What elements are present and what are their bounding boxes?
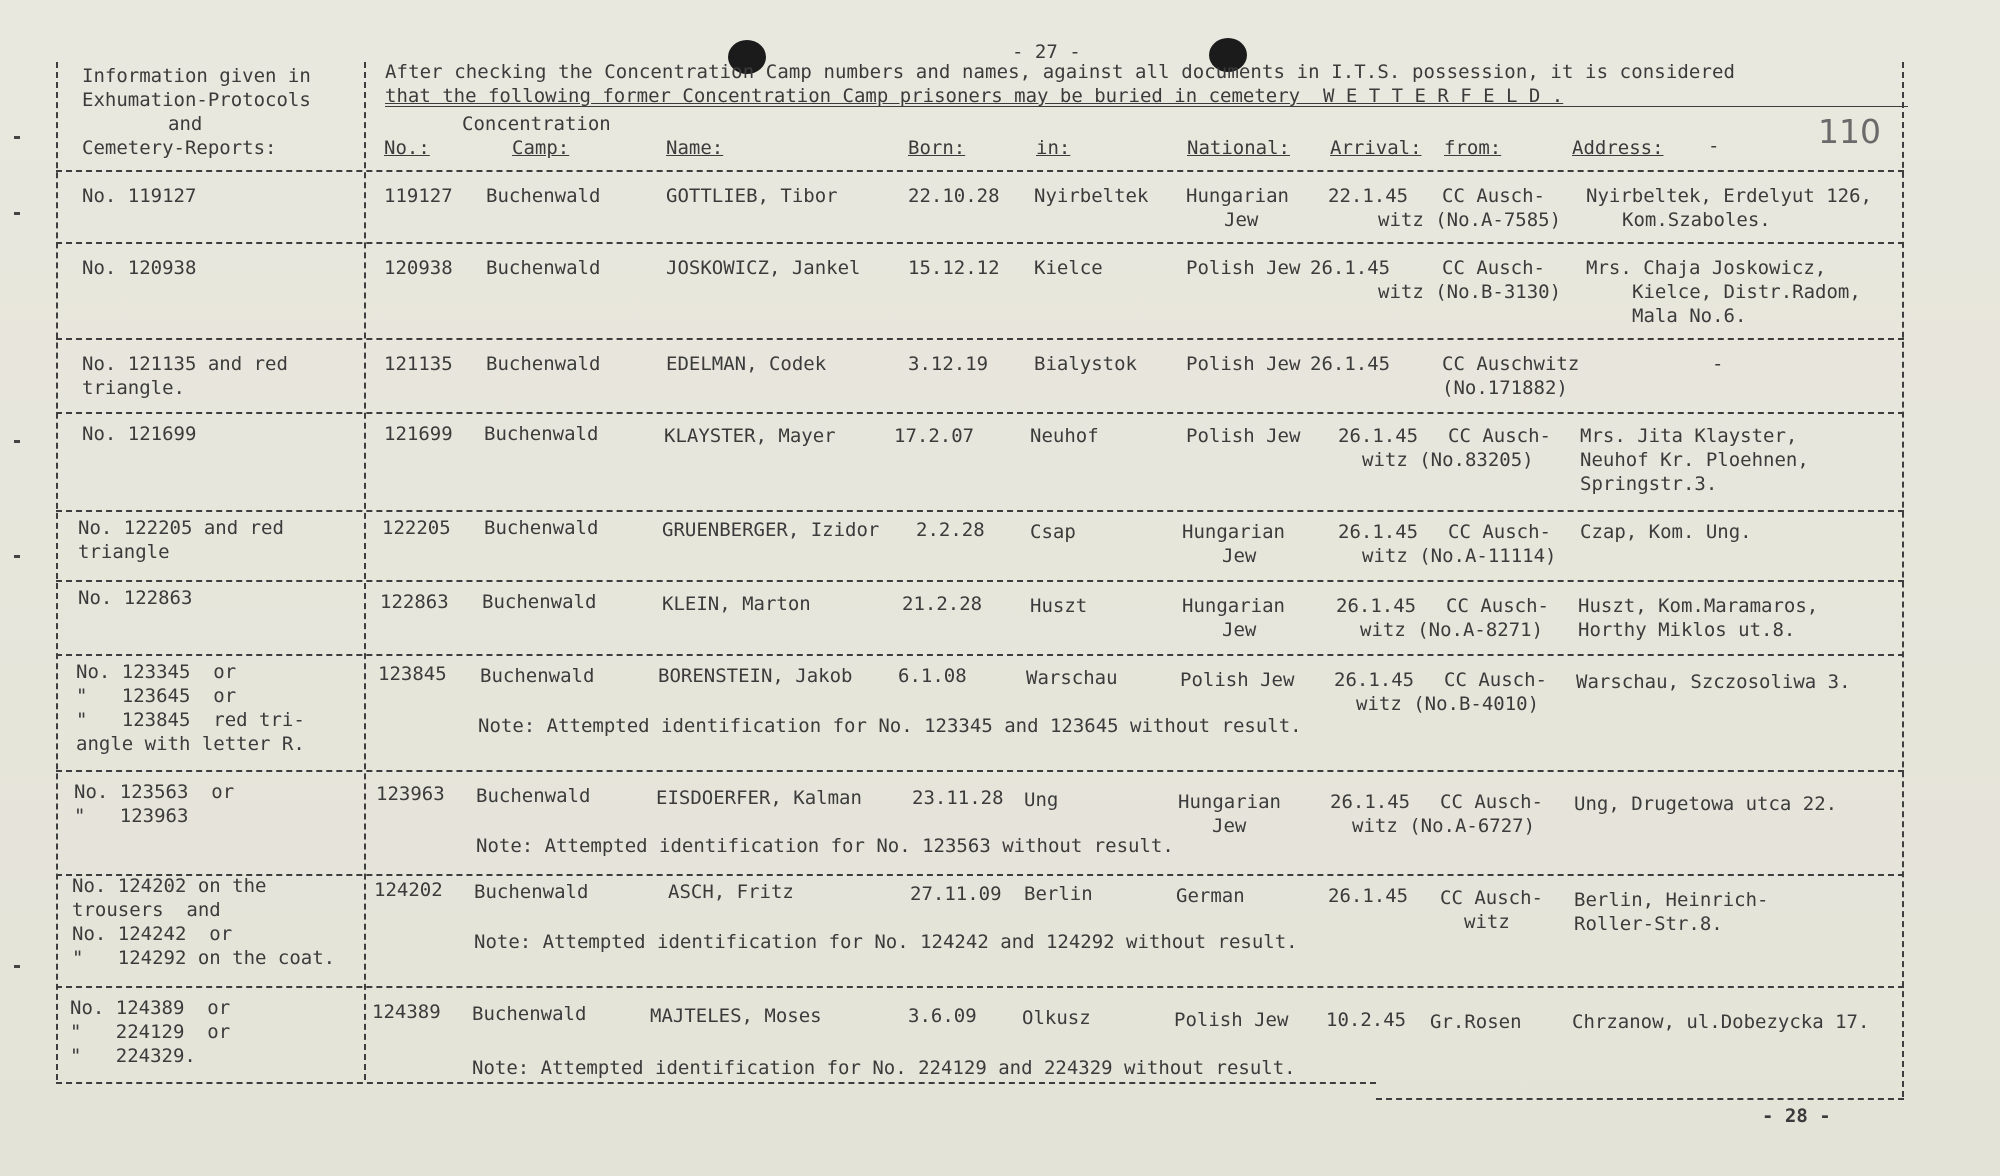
row-info: No. 122863 — [78, 587, 193, 609]
row-national: Polish Jew — [1186, 353, 1301, 375]
row-from: CC Ausch- — [1444, 669, 1547, 691]
row-info: No. 124242 or — [72, 923, 233, 945]
col-header-address: Address: — [1572, 137, 1664, 159]
col-header-no: No.: — [384, 137, 430, 159]
column-divider — [364, 62, 366, 1080]
row-info: " 123645 or — [76, 685, 237, 707]
margin-mark — [14, 965, 20, 968]
row-national: Jew — [1224, 209, 1259, 231]
row-from: witz (No.A-6727) — [1352, 815, 1536, 837]
row-note: Note: Attempted identification for No. 123563 without result. — [476, 835, 1174, 857]
row-born: 27.11.09 — [910, 883, 1002, 905]
row-from: CC Auschwitz — [1442, 353, 1580, 375]
row-name: ASCH, Fritz — [668, 881, 794, 903]
row-born: 6.1.08 — [898, 665, 967, 687]
row-name: EDELMAN, Codek — [666, 353, 827, 375]
row-national: Polish Jew — [1174, 1009, 1289, 1031]
row-arrival: 26.1.45 — [1338, 425, 1419, 447]
row-info: triangle. — [82, 377, 185, 399]
row-info: No. 123563 or — [74, 781, 235, 803]
row-info: No. 121135 and red — [82, 353, 288, 375]
row-camp: Buchenwald — [486, 257, 601, 279]
row-name: GRUENBERGER, Izidor — [662, 519, 880, 541]
row-from: witz (No.83205) — [1362, 449, 1534, 471]
row-info: " 224129 or — [70, 1021, 231, 1043]
row-no: 123963 — [376, 783, 445, 805]
row-arrival: 26.1.45 — [1336, 595, 1417, 617]
row-in: Bialystok — [1034, 353, 1137, 375]
row-from: witz (No.B-3130) — [1378, 281, 1562, 303]
row-divider — [56, 770, 1904, 772]
row-address: Huszt, Kom.Maramaros, — [1578, 595, 1819, 617]
row-address: Berlin, Heinrich- — [1574, 889, 1769, 911]
row-name: GOTTLIEB, Tibor — [666, 185, 838, 207]
row-national: Hungarian — [1182, 595, 1285, 617]
row-arrival: 26.1.45 — [1338, 521, 1419, 543]
row-address: Neuhof Kr. Ploehnen, — [1580, 449, 1809, 471]
row-no: 119127 — [384, 185, 453, 207]
row-arrival: 10.2.45 — [1326, 1009, 1407, 1031]
row-address: Warschau, Szczosoliwa 3. — [1576, 671, 1851, 693]
row-divider — [56, 338, 1904, 340]
row-address: Mala No.6. — [1632, 305, 1747, 327]
header-info-line: Cemetery-Reports: — [82, 137, 277, 159]
row-camp: Buchenwald — [486, 353, 601, 375]
col-header-in: in: — [1036, 137, 1071, 159]
row-in: Ung — [1024, 789, 1059, 811]
row-info: No. 124389 or — [70, 997, 231, 1019]
col-header-name: Name: — [666, 137, 724, 159]
row-from: CC Ausch- — [1440, 791, 1543, 813]
row-from: CC Ausch- — [1442, 185, 1545, 207]
row-info: " 123963 — [74, 805, 189, 827]
header-statement-line-1: After checking the Concentration Camp numbers and names, against all documents in I.T.S. possession, it is considered — [385, 61, 1736, 83]
row-info: No. 121699 — [82, 423, 197, 445]
row-name: EISDOERFER, Kalman — [656, 787, 862, 809]
margin-mark — [14, 555, 20, 558]
row-national: German — [1176, 885, 1245, 907]
row-in: Neuhof — [1030, 425, 1099, 447]
row-info: " 123845 red tri- — [76, 709, 305, 731]
row-info: triangle — [78, 541, 170, 563]
row-in: Csap — [1030, 521, 1076, 543]
row-arrival: 26.1.45 — [1330, 791, 1411, 813]
margin-mark — [14, 136, 20, 139]
row-address: Kom.Szaboles. — [1622, 209, 1771, 231]
page-stamp-number: 110 — [1818, 112, 1881, 151]
row-info: No. 122205 and red — [78, 517, 284, 539]
row-note: Note: Attempted identification for No. 124242 and 124292 without result. — [474, 931, 1298, 953]
row-name: BORENSTEIN, Jakob — [658, 665, 853, 687]
page-number-bottom: - 28 - — [1762, 1105, 1831, 1127]
row-camp: Buchenwald — [476, 785, 591, 807]
row-divider — [56, 242, 1904, 244]
col-header-national: National: — [1187, 137, 1290, 159]
row-divider — [56, 654, 1904, 656]
row-divider — [56, 170, 1904, 172]
row-name: MAJTELES, Moses — [650, 1005, 822, 1027]
header-info-line: and — [168, 113, 203, 135]
col-header-born: Born: — [908, 137, 966, 159]
row-from: CC Ausch- — [1440, 887, 1543, 909]
row-in: Huszt — [1030, 595, 1088, 617]
row-in: Kielce — [1034, 257, 1103, 279]
row-info: " 224329. — [70, 1045, 196, 1067]
margin-mark — [14, 440, 20, 443]
row-from: witz (No.A-7585) — [1378, 209, 1562, 231]
row-born: 3.6.09 — [908, 1005, 977, 1027]
row-arrival: 26.1.45 — [1310, 257, 1391, 279]
row-address: Nyirbeltek, Erdelyut 126, — [1586, 185, 1872, 207]
row-no: 123845 — [378, 663, 447, 685]
row-from: witz (No.A-11114) — [1362, 545, 1557, 567]
row-info: No. 123345 or — [76, 661, 237, 683]
row-no: 122863 — [380, 591, 449, 613]
row-note: Note: Attempted identification for No. 224129 and 224329 without result. — [472, 1057, 1296, 1079]
row-camp: Buchenwald — [486, 185, 601, 207]
row-arrival: 26.1.45 — [1334, 669, 1415, 691]
row-born: 21.2.28 — [902, 593, 983, 615]
header-info-line: Exhumation-Protocols — [82, 89, 311, 111]
row-born: 17.2.07 — [894, 425, 975, 447]
col-header-camp-top: Concentration — [462, 113, 611, 135]
row-info: No. 124202 on the — [72, 875, 267, 897]
bottom-rule — [56, 1082, 1376, 1084]
row-address: - — [1712, 353, 1724, 375]
row-no: 124389 — [372, 1001, 441, 1023]
row-info: trousers and — [72, 899, 221, 921]
row-divider — [56, 510, 1904, 512]
header-statement-line-2: that the following former Concentration Camp prisoners may be buried in cemetery W E T T E R F E L D . — [385, 85, 1564, 107]
row-address: Roller-Str.8. — [1574, 913, 1723, 935]
row-divider — [56, 986, 1904, 988]
row-born: 2.2.28 — [916, 519, 985, 541]
row-info: No. 119127 — [82, 185, 197, 207]
row-address: Ung, Drugetowa utca 22. — [1574, 793, 1838, 815]
row-no: 122205 — [382, 517, 451, 539]
row-from: witz (No.A-8271) — [1360, 619, 1544, 641]
row-national: Polish Jew — [1186, 425, 1301, 447]
row-arrival: 26.1.45 — [1328, 885, 1409, 907]
page-number-top: - 27 - — [1012, 41, 1081, 63]
row-in: Olkusz — [1022, 1007, 1091, 1029]
row-camp: Buchenwald — [484, 423, 599, 445]
row-divider — [56, 580, 1904, 582]
row-arrival: 26.1.45 — [1310, 353, 1391, 375]
row-info: angle with letter R. — [76, 733, 305, 755]
margin-mark — [14, 212, 20, 215]
row-from: witz (No.B-4010) — [1356, 693, 1540, 715]
row-camp: Buchenwald — [474, 881, 589, 903]
row-national: Hungarian — [1178, 791, 1281, 813]
row-divider — [56, 412, 1904, 414]
row-address: Springstr.3. — [1580, 473, 1718, 495]
row-address: Czap, Kom. Ung. — [1580, 521, 1752, 543]
row-in: Berlin — [1024, 883, 1093, 905]
row-national: Hungarian — [1182, 521, 1285, 543]
row-no: 120938 — [384, 257, 453, 279]
row-camp: Buchenwald — [472, 1003, 587, 1025]
row-from: CC Ausch- — [1446, 595, 1549, 617]
row-in: Warschau — [1026, 667, 1118, 689]
row-address: Horthy Miklos ut.8. — [1578, 619, 1796, 641]
col-header-arrival: Arrival: — [1330, 137, 1422, 159]
row-arrival: 22.1.45 — [1328, 185, 1409, 207]
row-note: Note: Attempted identification for No. 123345 and 123645 without result. — [478, 715, 1302, 737]
row-born: 15.12.12 — [908, 257, 1000, 279]
row-from: CC Ausch- — [1442, 257, 1545, 279]
row-born: 22.10.28 — [908, 185, 1000, 207]
left-border — [56, 62, 58, 1080]
row-national: Jew — [1222, 619, 1257, 641]
col-header-camp: Camp: — [512, 137, 570, 159]
row-in: Nyirbeltek — [1034, 185, 1149, 207]
row-name: KLAYSTER, Mayer — [664, 425, 836, 447]
row-divider — [56, 874, 1904, 876]
row-no: 124202 — [374, 879, 443, 901]
row-national: Jew — [1222, 545, 1257, 567]
col-header-address-dash: - — [1708, 135, 1720, 157]
row-from: Gr.Rosen — [1430, 1011, 1522, 1033]
row-from: witz — [1464, 911, 1510, 933]
row-national: Polish Jew — [1180, 669, 1295, 691]
row-name: KLEIN, Marton — [662, 593, 811, 615]
col-header-from: from: — [1444, 137, 1502, 159]
row-name: JOSKOWICZ, Jankel — [666, 257, 861, 279]
row-no: 121135 — [384, 353, 453, 375]
row-born: 23.11.28 — [912, 787, 1004, 809]
row-from: CC Ausch- — [1448, 521, 1551, 543]
row-info: No. 120938 — [82, 257, 197, 279]
row-camp: Buchenwald — [482, 591, 597, 613]
header-info-line: Information given in — [82, 65, 311, 87]
row-born: 3.12.19 — [908, 353, 989, 375]
row-national: Jew — [1212, 815, 1247, 837]
row-camp: Buchenwald — [480, 665, 595, 687]
row-national: Polish Jew — [1186, 257, 1301, 279]
row-camp: Buchenwald — [484, 517, 599, 539]
row-national: Hungarian — [1186, 185, 1289, 207]
bottom-rule-right — [1376, 1098, 1904, 1100]
row-from: CC Ausch- — [1448, 425, 1551, 447]
row-no: 121699 — [384, 423, 453, 445]
row-address: Kielce, Distr.Radom, — [1632, 281, 1861, 303]
row-info: " 124292 on the coat. — [72, 947, 336, 969]
row-address: Mrs. Jita Klayster, — [1580, 425, 1798, 447]
row-from: (No.171882) — [1442, 377, 1568, 399]
row-address: Chrzanow, ul.Dobezycka 17. — [1572, 1011, 1870, 1033]
row-address: Mrs. Chaja Joskowicz, — [1586, 257, 1827, 279]
